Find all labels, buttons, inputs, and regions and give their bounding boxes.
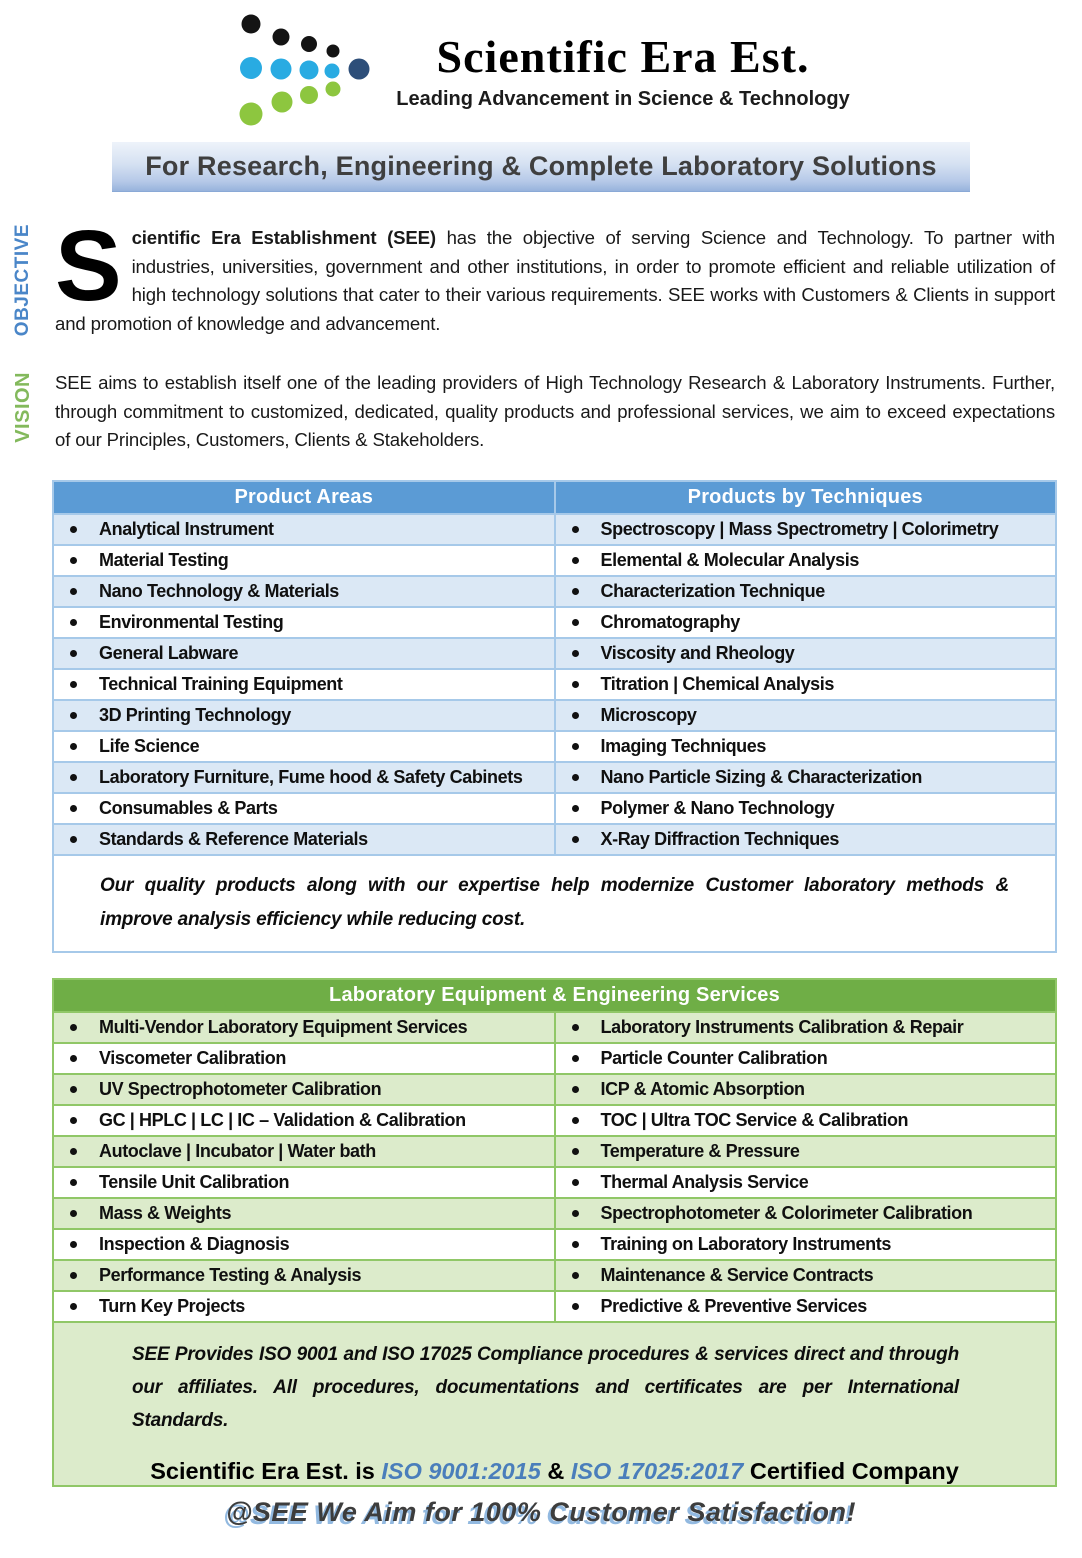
- bullet-icon: [70, 650, 77, 657]
- item-label: Nano Technology & Materials: [99, 580, 339, 601]
- products-note: Our quality products along with our expertise help modernize Customer laboratory methods & improve analysis efficiency while reducing cost.: [100, 875, 1009, 930]
- table-cell: [53, 1136, 555, 1167]
- products-note-cell: [53, 855, 1056, 952]
- dropcap-letter: S: [55, 210, 122, 322]
- item-label: Spectroscopy | Mass Spectrometry | Colorimetry: [600, 518, 999, 539]
- cert-middle: &: [540, 1457, 571, 1484]
- table-cell: [555, 1074, 1057, 1105]
- bullet-icon: [70, 1241, 77, 1248]
- table-row: [53, 514, 1056, 545]
- table-cell: [555, 545, 1057, 576]
- bullet-icon: [70, 1148, 77, 1155]
- bullet-icon: [70, 1055, 77, 1062]
- item-label: Multi-Vendor Laboratory Equipment Services: [99, 1016, 468, 1037]
- item-label: Mass & Weights: [99, 1202, 232, 1223]
- customer-satisfaction-slogan: @SEE We Aim for 100% Customer Satisfaction!: [226, 1496, 856, 1527]
- table-row: [53, 1260, 1056, 1291]
- bullet-icon: [572, 1148, 579, 1155]
- bullet-icon: [572, 774, 579, 781]
- item-label: Tensile Unit Calibration: [99, 1171, 290, 1192]
- bullet-icon: [70, 836, 77, 843]
- table-cell: [555, 1229, 1057, 1260]
- item-label: Standards & Reference Materials: [99, 828, 368, 849]
- services-table: [52, 978, 1057, 1487]
- table-cell: [555, 638, 1057, 669]
- vision-section: [12, 369, 1055, 455]
- item-label: General Labware: [99, 642, 239, 663]
- table-cell: [555, 607, 1057, 638]
- services-header-row: [53, 979, 1056, 1012]
- table-cell: [53, 576, 555, 607]
- table-cell: [53, 1074, 555, 1105]
- table-cell: [53, 669, 555, 700]
- services-note: SEE Provides ISO 9001 and ISO 17025 Compliance procedures & services direct and through our affiliates. All procedures, documentations and certificates are per International Standards.: [132, 1343, 959, 1431]
- item-label: Inspection & Diagnosis: [99, 1233, 290, 1254]
- item-label: Maintenance & Service Contracts: [600, 1264, 874, 1285]
- item-label: Nano Particle Sizing & Characterization: [600, 766, 922, 787]
- table-row: [53, 762, 1056, 793]
- bullet-icon: [70, 588, 77, 595]
- masthead: [0, 8, 1082, 128]
- bullet-icon: [70, 774, 77, 781]
- bullet-icon: [70, 1303, 77, 1310]
- bullet-icon: [572, 557, 579, 564]
- table-row: [53, 1105, 1056, 1136]
- bullet-icon: [572, 1241, 579, 1248]
- services-footer-row: [53, 1322, 1056, 1486]
- item-label: X-Ray Diffraction Techniques: [600, 828, 840, 849]
- item-label: Microscopy: [600, 704, 697, 725]
- products-note-row: [53, 855, 1056, 952]
- objective-text: has the objective of serving Science and Technology. To partner with industries, universities, government and other institutions, in order to promote efficient and reliable utilization of high technology solutions that cater to their various requirements. SEE works with Customers & Clients in support and promotion of knowledge and advancement.: [55, 227, 1056, 334]
- table-cell: [53, 700, 555, 731]
- company-logo-dots-icon: [232, 10, 382, 128]
- table-cell: [53, 1012, 555, 1043]
- products-table: [52, 480, 1057, 953]
- table-row: [53, 669, 1056, 700]
- item-label: Laboratory Furniture, Fume hood & Safety Cabinets: [99, 766, 523, 787]
- item-label: Performance Testing & Analysis: [99, 1264, 362, 1285]
- certification-line: [54, 1458, 1055, 1485]
- table-cell: [555, 824, 1057, 855]
- item-label: Predictive & Preventive Services: [600, 1295, 867, 1316]
- item-label: Temperature & Pressure: [600, 1140, 800, 1161]
- products-header-row: [53, 481, 1056, 514]
- item-label: ICP & Atomic Absorption: [600, 1078, 805, 1099]
- bullet-icon: [70, 619, 77, 626]
- objective-vertical-label: OBJECTIVE: [12, 224, 33, 337]
- bullet-icon: [70, 1272, 77, 1279]
- services-header: Laboratory Equipment & Engineering Services: [53, 979, 1056, 1012]
- table-row: [53, 1043, 1056, 1074]
- page: [0, 8, 1082, 1558]
- bullet-icon: [70, 1024, 77, 1031]
- bullet-icon: [572, 743, 579, 750]
- table-cell: [555, 1198, 1057, 1229]
- item-label: Polymer & Nano Technology: [600, 797, 835, 818]
- bullet-icon: [70, 1117, 77, 1124]
- objective-paragraph: [55, 210, 1056, 338]
- vision-vertical-label: VISION: [12, 372, 34, 443]
- table-cell: [555, 793, 1057, 824]
- bullet-icon: [572, 681, 579, 688]
- item-label: Laboratory Instruments Calibration & Repair: [600, 1016, 964, 1037]
- table-row: [53, 576, 1056, 607]
- table-cell: [555, 1043, 1057, 1074]
- table-cell: [555, 731, 1057, 762]
- table-cell: [53, 1198, 555, 1229]
- objective-section: [12, 210, 1056, 338]
- item-label: Thermal Analysis Service: [600, 1171, 809, 1192]
- vision-paragraph: SEE aims to establish itself one of the leading providers of High Technology Research & Laboratory Instruments. Further, through commitment to customized, dedicated, quality products and professional services, we aim to exceed expectations of our Principles, Customers, Clients & Stakeholders.: [55, 372, 1055, 450]
- item-label: Consumables & Parts: [99, 797, 278, 818]
- item-label: Analytical Instrument: [99, 518, 274, 539]
- headline-banner: [112, 142, 970, 191]
- item-label: Environmental Testing: [99, 611, 284, 632]
- table-cell: [53, 1043, 555, 1074]
- item-label: Viscometer Calibration: [99, 1047, 286, 1068]
- item-label: Turn Key Projects: [99, 1295, 245, 1316]
- item-label: Technical Training Equipment: [99, 673, 343, 694]
- bullet-icon: [572, 836, 579, 843]
- bullet-icon: [572, 1303, 579, 1310]
- bullet-icon: [572, 1117, 579, 1124]
- table-cell: [555, 1136, 1057, 1167]
- table-row: [53, 824, 1056, 855]
- item-label: Autoclave | Incubator | Water bath: [99, 1140, 376, 1161]
- table-cell: [555, 669, 1057, 700]
- bullet-icon: [572, 1179, 579, 1186]
- bullet-icon: [572, 1055, 579, 1062]
- item-label: Chromatography: [600, 611, 740, 632]
- company-name: Scientific Era Est.: [436, 31, 810, 82]
- table-row: [53, 731, 1056, 762]
- table-cell: [53, 607, 555, 638]
- bullet-icon: [572, 526, 579, 533]
- table-row: [53, 1074, 1056, 1105]
- iso-17025-badge: ISO 17025:2017: [570, 1457, 744, 1484]
- bullet-icon: [70, 805, 77, 812]
- bullet-icon: [70, 681, 77, 688]
- products-header-techniques: Products by Techniques: [555, 481, 1057, 514]
- table-row: [53, 700, 1056, 731]
- item-label: Training on Laboratory Instruments: [600, 1233, 891, 1254]
- bullet-icon: [572, 650, 579, 657]
- bullet-icon: [70, 526, 77, 533]
- item-label: Particle Counter Calibration: [600, 1047, 828, 1068]
- bullet-icon: [572, 1086, 579, 1093]
- bullet-icon: [70, 1086, 77, 1093]
- item-label: Life Science: [99, 735, 200, 756]
- table-row: [53, 545, 1056, 576]
- bullet-icon: [70, 712, 77, 719]
- headline-banner-text: For Research, Engineering & Complete Laboratory Solutions: [145, 151, 937, 181]
- table-cell: [555, 1167, 1057, 1198]
- brand-block: [396, 8, 849, 111]
- products-header-areas: Product Areas: [53, 481, 555, 514]
- table-cell: [555, 762, 1057, 793]
- table-cell: [555, 514, 1057, 545]
- bullet-icon: [572, 619, 579, 626]
- item-label: Elemental & Molecular Analysis: [600, 549, 859, 570]
- cert-prefix: Scientific Era Est. is: [150, 1457, 382, 1484]
- item-label: Characterization Technique: [600, 580, 825, 601]
- table-row: [53, 1198, 1056, 1229]
- item-label: TOC | Ultra TOC Service & Calibration: [600, 1109, 909, 1130]
- table-cell: [555, 1012, 1057, 1043]
- bullet-icon: [572, 1210, 579, 1217]
- bullet-icon: [70, 557, 77, 564]
- table-cell: [53, 1260, 555, 1291]
- bullet-icon: [572, 1272, 579, 1279]
- table-cell: [53, 762, 555, 793]
- objective-bold-lead: cientific Era Establishment (SEE): [131, 227, 436, 248]
- table-cell: [53, 1229, 555, 1260]
- item-label: UV Spectrophotometer Calibration: [99, 1078, 382, 1099]
- bullet-icon: [70, 1210, 77, 1217]
- table-cell: [555, 700, 1057, 731]
- services-footer-cell: [53, 1322, 1056, 1486]
- table-cell: [53, 514, 555, 545]
- bullet-icon: [70, 1179, 77, 1186]
- bullet-icon: [572, 1024, 579, 1031]
- table-row: [53, 1291, 1056, 1322]
- table-cell: [53, 1167, 555, 1198]
- company-tagline: Leading Advancement in Science & Technology: [396, 87, 850, 110]
- table-cell: [53, 1105, 555, 1136]
- table-row: [53, 638, 1056, 669]
- item-label: GC | HPLC | LC | IC – Validation & Calibration: [99, 1109, 466, 1130]
- table-row: [53, 1167, 1056, 1198]
- table-cell: [555, 576, 1057, 607]
- table-cell: [53, 545, 555, 576]
- item-label: Material Testing: [99, 549, 229, 570]
- table-cell: [555, 1260, 1057, 1291]
- bullet-icon: [70, 743, 77, 750]
- table-cell: [53, 638, 555, 669]
- iso-9001-badge: ISO 9001:2015: [381, 1457, 541, 1484]
- table-row: [53, 1012, 1056, 1043]
- bullet-icon: [572, 805, 579, 812]
- table-cell: [53, 824, 555, 855]
- table-cell: [555, 1105, 1057, 1136]
- item-label: Viscosity and Rheology: [600, 642, 795, 663]
- table-cell: [53, 731, 555, 762]
- table-row: [53, 1229, 1056, 1260]
- table-row: [53, 607, 1056, 638]
- item-label: 3D Printing Technology: [99, 704, 291, 725]
- item-label: Titration | Chemical Analysis: [600, 673, 835, 694]
- table-cell: [53, 793, 555, 824]
- table-cell: [53, 1291, 555, 1322]
- item-label: Spectrophotometer & Colorimeter Calibration: [600, 1202, 973, 1223]
- bullet-icon: [572, 712, 579, 719]
- item-label: Imaging Techniques: [600, 735, 766, 756]
- cert-suffix: Certified Company: [743, 1457, 959, 1484]
- table-row: [53, 793, 1056, 824]
- table-row: [53, 1136, 1056, 1167]
- table-cell: [555, 1291, 1057, 1322]
- bullet-icon: [572, 588, 579, 595]
